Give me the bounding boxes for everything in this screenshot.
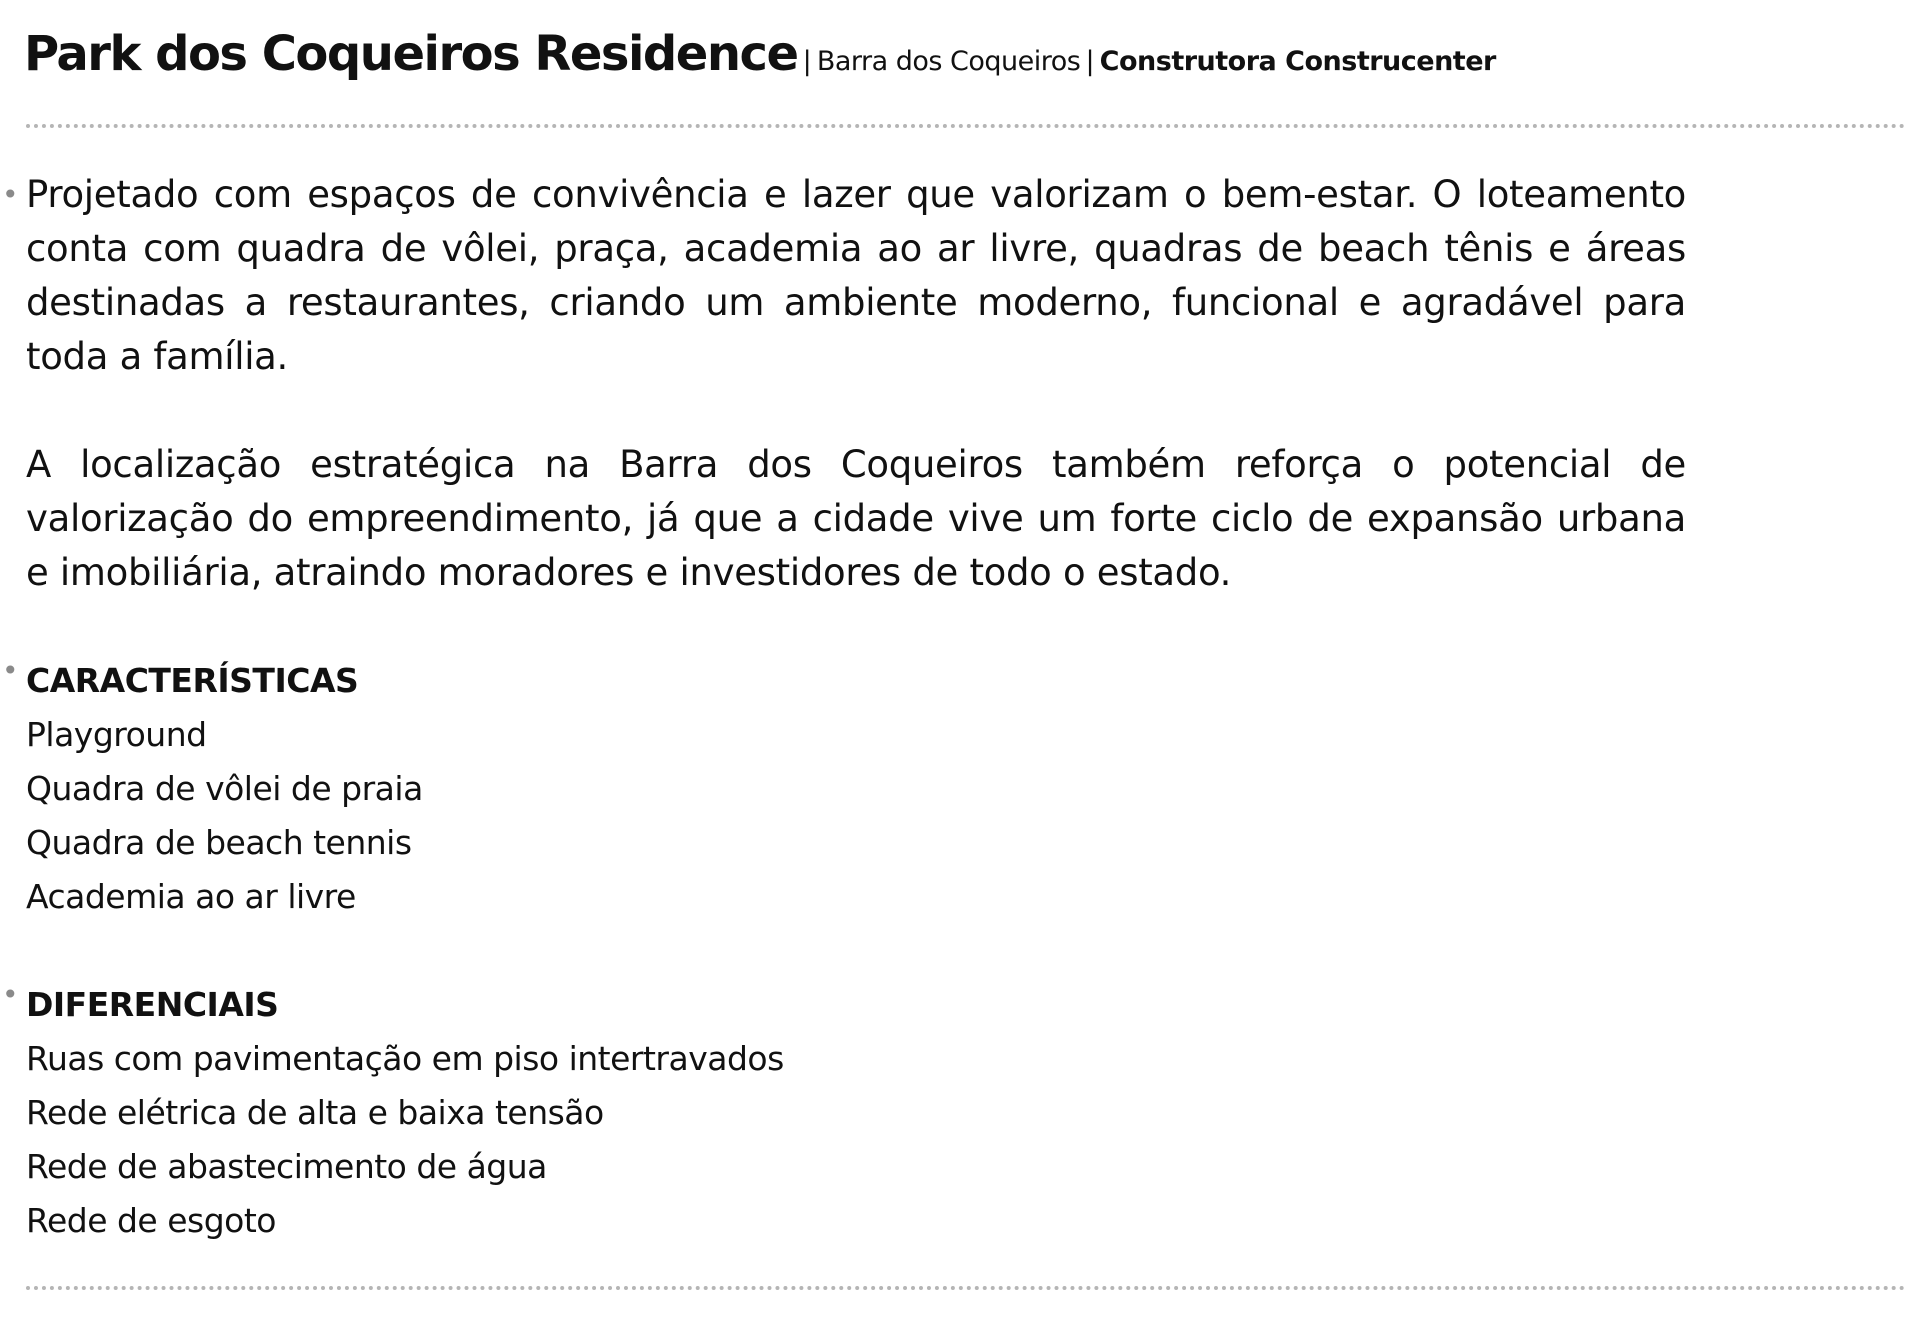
list-item: Academia ao ar livre (26, 877, 356, 916)
bottom-dotted-divider (26, 1286, 1906, 1290)
list-item: Rede elétrica de alta e baixa tensão (26, 1093, 604, 1132)
main-content (2, 168, 1686, 1248)
header-separator-1: | (802, 46, 812, 77)
caracteristicas-title: CARACTERÍSTICAS (26, 661, 359, 700)
bullet-icon: • (2, 654, 19, 687)
header-separator-2: | (1085, 46, 1095, 77)
intro-paragraph-1-text: Projetado com espaços de convivência e lazer que valorizam o bem-estar. O loteamento conta com quadra de vôlei, praça, academia ao ar livre, quadras de beach tênis e áreas destinadas a restaurantes, criando um ambiente moderno, funcional e agradável para toda a família. (26, 173, 1686, 378)
intro-paragraph-2-text: A localização estratégica na Barra dos Coqueiros também reforça o potencial de valorização do empreendimento, já que a cidade vive um forte ciclo de expansão urbana e imobiliária, atraindo moradores e investidores de todo o estado. (26, 443, 1686, 594)
company-label: Construtora Construcenter (1099, 46, 1496, 77)
intro-paragraph-1 (2, 168, 1686, 384)
list-item: Rede de esgoto (26, 1201, 276, 1240)
list-item: Playground (26, 715, 207, 754)
page-header (24, 26, 1496, 84)
bullet-icon: • (2, 978, 19, 1011)
location-label: Barra dos Coqueiros (816, 46, 1081, 77)
top-dotted-divider (26, 124, 1906, 128)
caracteristicas-section (2, 654, 1686, 924)
bullet-icon: • (2, 178, 19, 211)
list-item: Rede de abastecimento de água (26, 1147, 547, 1186)
page-title: Park dos Coqueiros Residence (24, 26, 798, 82)
list-item: Ruas com pavimentação em piso intertravados (26, 1039, 784, 1078)
diferenciais-title: DIFERENCIAIS (26, 985, 279, 1024)
list-item: Quadra de beach tennis (26, 823, 412, 862)
intro-paragraph-2 (26, 438, 1686, 600)
diferenciais-section (2, 978, 1686, 1248)
list-item: Quadra de vôlei de praia (26, 769, 423, 808)
